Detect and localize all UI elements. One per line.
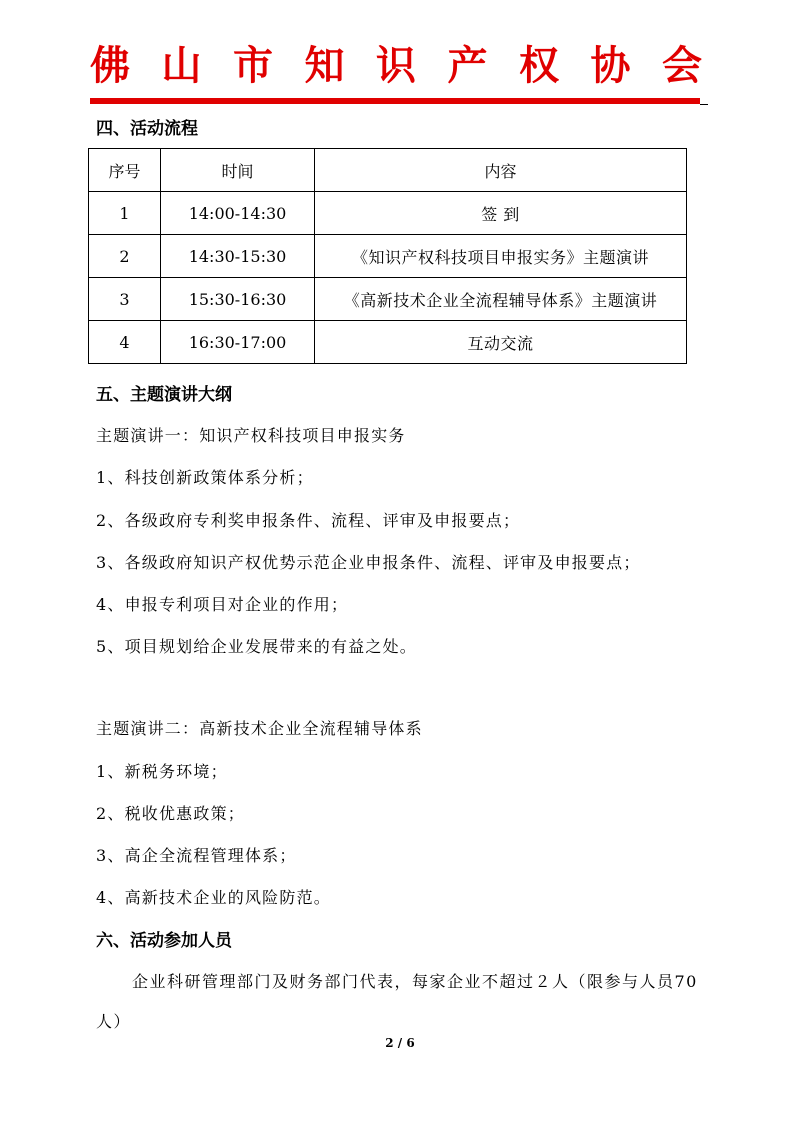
- cell-content: 《高新技术企业全流程辅导体系》主题演讲: [315, 278, 687, 321]
- cell-time: 16:30-17:00: [161, 321, 315, 364]
- col-header-content: 内容: [315, 149, 687, 192]
- schedule-table: [88, 148, 687, 364]
- header-char: 会: [662, 43, 702, 89]
- talk2-item: 2、税收优惠政策；: [96, 804, 245, 823]
- talk1-item: 5、项目规划给企业发展带来的有益之处。: [96, 637, 417, 656]
- col-header-time: 时间: [161, 149, 315, 192]
- header-char: 识: [376, 43, 416, 89]
- table-header-row: [89, 149, 687, 192]
- header-char: 山: [161, 43, 202, 89]
- cell-content: 签 到: [315, 192, 687, 235]
- header-char: 知: [304, 43, 345, 89]
- talk1-item: 4、申报专利项目对企业的作用；: [96, 595, 349, 614]
- header-char: 产: [447, 43, 488, 89]
- section6-text: 企业科研管理部门及财务部门代表，每家企业不超过２人（限参与人员70人）: [96, 972, 698, 1031]
- cell-no: 1: [89, 192, 161, 235]
- header-char: 市: [233, 43, 273, 89]
- section4-heading: 四、活动流程: [96, 119, 198, 139]
- header-rule-tail: [700, 104, 708, 105]
- talk1-item: 2、各级政府专利奖申报条件、流程、评审及申报要点；: [96, 511, 521, 530]
- col-header-no: 序号: [89, 149, 161, 192]
- cell-content: 《知识产权科技项目申报实务》主题演讲: [315, 235, 687, 278]
- table-row: [89, 192, 687, 235]
- talk1-item: 1、科技创新政策体系分析；: [96, 468, 314, 487]
- cell-time: 14:30-15:30: [161, 235, 315, 278]
- talk1-title: 主题演讲一：知识产权科技项目申报实务: [96, 426, 406, 445]
- cell-time: 15:30-16:30: [161, 278, 315, 321]
- talk1-item: 3、各级政府知识产权优势示范企业申报条件、流程、评审及申报要点；: [96, 553, 641, 572]
- talk2-item: 4、高新技术企业的风险防范。: [96, 888, 331, 907]
- table-row: [89, 278, 687, 321]
- cell-time: 14:00-14:30: [161, 192, 315, 235]
- cell-no: 3: [89, 278, 161, 321]
- header-org-name: [90, 38, 702, 94]
- section5-heading: 五、主题演讲大纲: [96, 385, 232, 405]
- header-char: 佛: [90, 43, 130, 89]
- header-red-rule: [90, 98, 700, 104]
- cell-content: 互动交流: [315, 321, 687, 364]
- header-char: 协: [590, 43, 631, 89]
- section6-heading: 六、活动参加人员: [96, 931, 232, 951]
- table-row: [89, 321, 687, 364]
- table-row: [89, 235, 687, 278]
- talk2-title: 主题演讲二：高新技术企业全流程辅导体系: [96, 719, 423, 738]
- cell-no: 4: [89, 321, 161, 364]
- cell-no: 2: [89, 235, 161, 278]
- talk2-item: 3、高企全流程管理体系；: [96, 846, 297, 865]
- page-number: 2 / 6: [385, 1036, 415, 1050]
- talk2-item: 1、新税务环境；: [96, 762, 228, 781]
- header-char: 权: [519, 43, 559, 89]
